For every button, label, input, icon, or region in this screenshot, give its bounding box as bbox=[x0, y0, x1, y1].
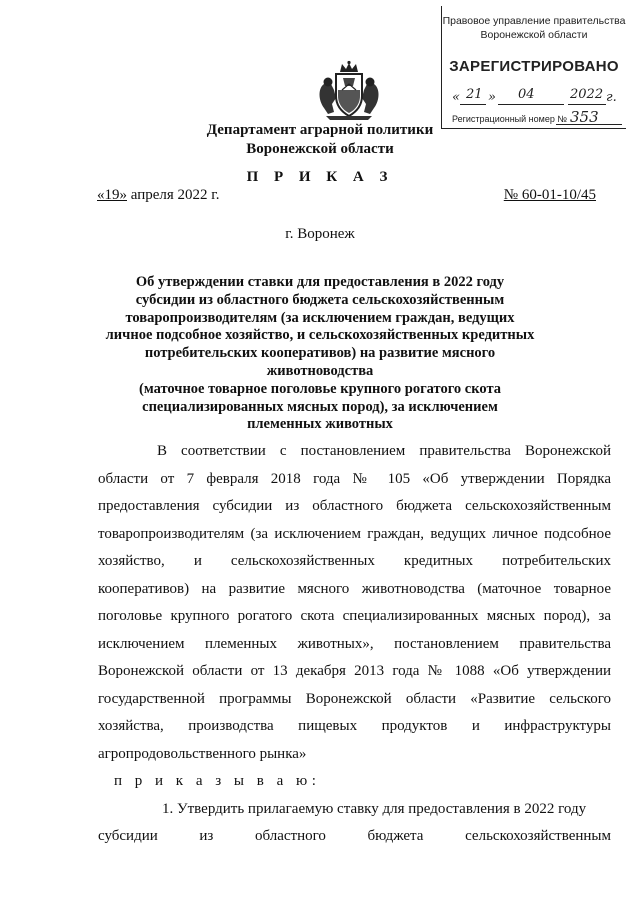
stamp-reg-label: Регистрационный номер № bbox=[452, 114, 568, 124]
body-line: В соответствии с постановлением правительства Воронежской bbox=[157, 443, 611, 459]
stamp-year-suffix: г. bbox=[606, 90, 617, 105]
body-line: хозяйство, и сельскохозяйственных кредитных потребительских bbox=[98, 553, 611, 569]
body-line: агропродовольственного рынка» bbox=[98, 745, 307, 762]
order-body bbox=[98, 438, 611, 851]
body-line: государственной программы Воронежской области «Развитие сельского bbox=[98, 690, 611, 707]
body-line: исключением племенных животных», постановлением правительства bbox=[98, 635, 611, 652]
stamp-reg-number: 353 bbox=[570, 108, 599, 126]
body-line: хозяйства, производства пищевых продуктов и инфраструктуры bbox=[98, 718, 611, 734]
body-line: области от 7 февраля 2018 года № 105 «Об утверждении Порядка bbox=[98, 470, 611, 487]
stamp-registered-label: ЗАРЕГИСТРИРОВАНО bbox=[449, 58, 619, 75]
subject-line: товаропроизводителям (за исключением граждан, ведущих bbox=[125, 309, 515, 326]
stamp-month: 04 bbox=[518, 87, 535, 102]
coat-of-arms-emblem bbox=[316, 60, 382, 122]
document-type-title: П Р И К А З bbox=[246, 169, 394, 185]
subject-line: личное подсобное хозяйство, и сельскохозяйственных кредитных bbox=[105, 327, 535, 344]
order-number: № 60-01-10/45 bbox=[503, 187, 596, 203]
department-line2: Воронежской области bbox=[246, 141, 394, 157]
subject-line: племенных животных bbox=[247, 416, 393, 433]
registration-stamp bbox=[441, 6, 626, 129]
city-name: г. Воронеж bbox=[285, 226, 355, 242]
subject-line: Об утверждении ставки для предоставления в 2022 году bbox=[135, 274, 505, 290]
item-1-line1: 1. Утвердить прилагаемую ставку для предоставления в 2022 году bbox=[162, 800, 587, 817]
stamp-date: « 21 » 04 2022 г. bbox=[452, 87, 617, 105]
order-subject bbox=[90, 274, 550, 434]
body-line: Воронежской области от 13 декабря 2013 года № 1088 «Об утверждении bbox=[98, 663, 611, 679]
subject-line: субсидии из областного бюджета сельскохозяйственным bbox=[135, 291, 505, 308]
order-date-day: «19» bbox=[97, 187, 127, 203]
order-date bbox=[97, 187, 220, 204]
subject-line: специализированных мясных пород), за исключением bbox=[142, 398, 498, 415]
department-name bbox=[0, 121, 640, 159]
stamp-org-line2: Воронежской области bbox=[480, 29, 588, 41]
stamp-org-line1: Правовое управление правительства bbox=[442, 15, 626, 27]
body-line: кооперативов) на развитие мясного животноводства (маточное товарное bbox=[98, 580, 611, 597]
body-line: предоставления субсидии из областного бюджета сельскохозяйственным bbox=[98, 498, 611, 514]
body-line: товаропроизводителям (за исключением граждан, ведущих личное подсобное bbox=[98, 525, 611, 542]
order-word: п р и к а з ы в а ю: bbox=[114, 773, 321, 789]
department-line1: Департамент аграрной политики bbox=[206, 122, 434, 138]
item-1-line2: субсидии из областного бюджета сельскохозяйственным bbox=[98, 828, 611, 844]
subject-line: (маточное товарное поголовье крупного рогатого скота bbox=[138, 380, 502, 397]
body-line: поголовье крупного рогатого скота специализированных мясных пород), за bbox=[98, 608, 611, 624]
stamp-day: 21 bbox=[466, 87, 483, 102]
stamp-year: 2022 bbox=[570, 87, 604, 102]
stamp-organization bbox=[442, 14, 626, 42]
subject-line: потребительских кооперативов) на развитие мясного животноводства bbox=[144, 345, 496, 379]
order-date-rest: апреля 2022 г. bbox=[127, 187, 220, 203]
